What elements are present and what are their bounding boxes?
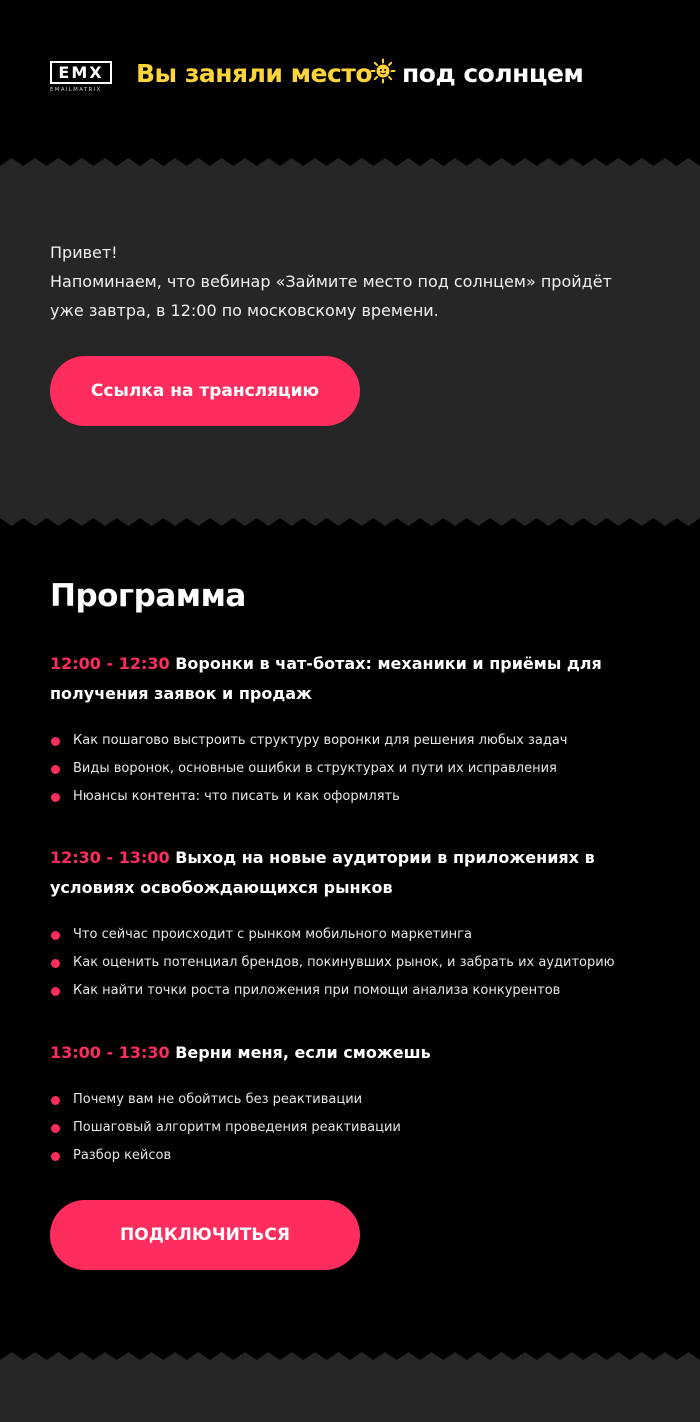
list-item: Виды воронок, основные ошибки в структурах и пути их исправления [50, 755, 670, 783]
zigzag-divider-top [0, 158, 700, 178]
intro-panel [0, 178, 700, 508]
list-item: Разбор кейсов [50, 1142, 670, 1170]
session-2 [50, 843, 670, 1005]
bullet-icon [51, 931, 60, 940]
bullet-icon [51, 1124, 60, 1133]
greeting: Привет! [50, 243, 118, 262]
stream-link-button[interactable]: Ссылка на трансляцию [50, 356, 360, 426]
list-item: Нюансы контента: что писать и как оформлять [50, 783, 670, 811]
footer-panel [0, 1370, 700, 1422]
list-item: Почему вам не обойтись без реактивации [50, 1086, 670, 1114]
bullet-icon [51, 987, 60, 996]
program-title: Программа [50, 578, 246, 614]
list-item: Что сейчас происходит с рынком мобильного маркетинга [50, 921, 670, 949]
session-time: 12:00 - 12:30 [50, 654, 170, 673]
zigzag-divider-footer [0, 1352, 700, 1372]
tagline-part2: под солнцем [402, 59, 584, 88]
session-title: Воронки в чат-ботах: механики и приёмы для получения заявок и продаж [50, 654, 602, 703]
bullet-icon [51, 765, 60, 774]
bullet-icon [51, 793, 60, 802]
session-points [50, 1086, 670, 1170]
session-heading [50, 1038, 670, 1068]
session-points [50, 727, 670, 811]
session-time: 12:30 - 13:00 [50, 848, 170, 867]
connect-button[interactable]: ПОДКЛЮЧИТЬСЯ [50, 1200, 360, 1270]
session-heading [50, 649, 670, 709]
session-3 [50, 1038, 670, 1170]
logo-mark: EMX [50, 61, 112, 84]
list-item: Пошаговый алгоритм проведения реактивации [50, 1114, 670, 1142]
tagline-part1: Вы заняли место [136, 59, 372, 88]
session-1 [50, 649, 670, 811]
intro-message: Напоминаем, что вебинар «Займите место под солнцем» пройдёт уже завтра, в 12:00 по московскому времени. [50, 272, 612, 320]
list-item: Как оценить потенциал брендов, покинувших рынок, и забрать их аудиторию [50, 949, 670, 977]
session-heading [50, 843, 670, 903]
bullet-icon [51, 1152, 60, 1161]
session-title: Выход на новые аудитории в приложениях в условиях освобождающихся рынков [50, 848, 595, 897]
bullet-icon [51, 1096, 60, 1105]
session-time: 13:00 - 13:30 [50, 1043, 170, 1062]
emx-logo[interactable] [50, 61, 114, 97]
zigzag-divider-bottom [0, 506, 700, 526]
bullet-icon [51, 959, 60, 968]
list-item: Как пошагово выстроить структуру воронки для решения любых задач [50, 727, 670, 755]
email-header [0, 0, 700, 160]
session-points [50, 921, 670, 1005]
intro-text [50, 238, 650, 325]
tagline [136, 58, 583, 88]
list-item: Как найти точки роста приложения при помощи анализа конкурентов [50, 977, 670, 1005]
logo-subtitle: EMAILMATRIX [50, 87, 102, 93]
sun-icon [370, 58, 396, 84]
bullet-icon [51, 737, 60, 746]
session-title: Верни меня, если сможешь [175, 1043, 431, 1062]
